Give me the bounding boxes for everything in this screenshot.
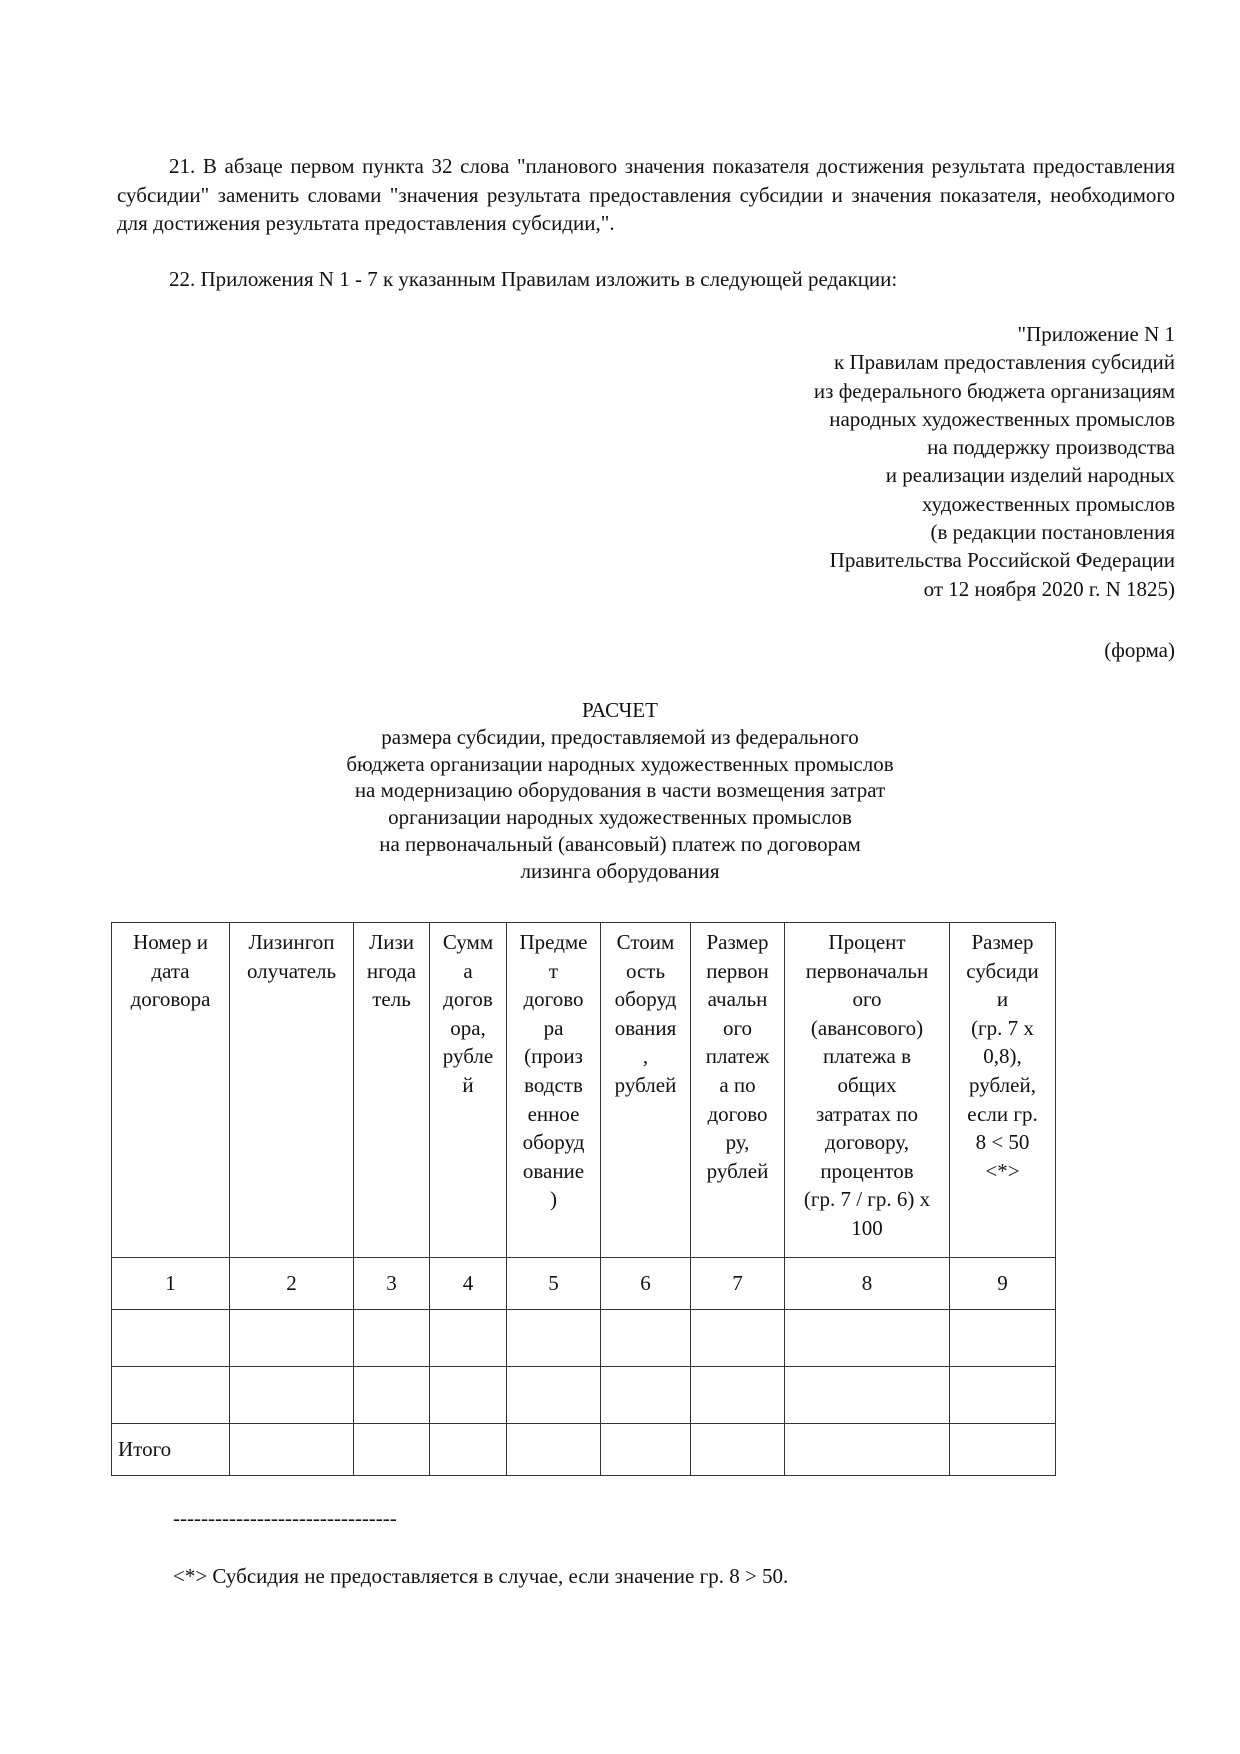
- appendix-line: "Приложение N 1: [1017, 322, 1175, 346]
- total-row: [112, 1424, 1056, 1476]
- appendix-line: на поддержку производства: [927, 435, 1175, 460]
- table-cell: [430, 1367, 507, 1424]
- table-cell: [230, 1424, 354, 1476]
- appendix-line: народных художественных промыслов: [829, 406, 1175, 431]
- paragraph-22: 22. Приложения N 1 - 7 к указанным Правилам изложить в следующей редакции:: [169, 267, 898, 291]
- table-cell: [430, 1310, 507, 1367]
- title-line: лизинга оборудования: [520, 858, 720, 883]
- column-number: 2: [230, 1258, 354, 1310]
- header-cell-9: Размер субсиди и (гр. 7 x 0,8), рублей, если гр. 8 < 50 <*>: [950, 923, 1056, 1258]
- header-row: [112, 923, 1056, 1258]
- table-cell: [950, 1424, 1056, 1476]
- header-cell-4: Сумм а догов ора, рубле й: [430, 923, 507, 1258]
- title-line: организации народных художественных промыслов: [388, 805, 852, 830]
- table-cell: [601, 1424, 691, 1476]
- title-line: размера субсидии, предоставляемой из федерального: [381, 724, 859, 749]
- appendix-line: от 12 ноября 2020 г. N 1825): [923, 576, 1175, 601]
- footnote-separator: --------------------------------: [173, 1506, 397, 1530]
- total-label: Итого: [112, 1424, 230, 1476]
- table-cell: [691, 1310, 785, 1367]
- appendix-line: к Правилам предоставления субсидий: [834, 350, 1175, 375]
- table-cell: [601, 1367, 691, 1424]
- table-cell: [354, 1310, 430, 1367]
- table-cell: [785, 1367, 950, 1424]
- table-cell: [785, 1310, 950, 1367]
- column-number: 1: [112, 1258, 230, 1310]
- form-label: (форма): [1104, 638, 1175, 662]
- appendix-line: (в редакции постановления: [930, 520, 1175, 545]
- table-cell: [430, 1424, 507, 1476]
- table-cell: [950, 1367, 1056, 1424]
- table-row: [112, 1367, 1056, 1424]
- appendix-header: [814, 320, 1175, 603]
- title-line: бюджета организации народных художественных промыслов: [346, 751, 894, 776]
- column-number: 5: [507, 1258, 601, 1310]
- table-row: [112, 1310, 1056, 1367]
- title-line: на модернизацию оборудования в части возмещения затрат: [354, 778, 886, 803]
- table-cell: [507, 1310, 601, 1367]
- title-line: на первоначальный (авансовый) платеж по договорам: [379, 831, 861, 856]
- table-cell: [354, 1367, 430, 1424]
- title-heading: РАСЧЕТ: [582, 698, 658, 722]
- column-number: 4: [430, 1258, 507, 1310]
- table-cell: [507, 1424, 601, 1476]
- header-cell-8: Процент первоначальн ого (авансового) платежа в общих затратах по договору, процентов (гр. 7 / гр. 6) x 100: [785, 923, 950, 1258]
- column-number: 3: [354, 1258, 430, 1310]
- column-number: 9: [950, 1258, 1056, 1310]
- header-cell-7: Размер первон ачальн ого платеж а по догово ру, рублей: [691, 923, 785, 1258]
- table-cell: [230, 1367, 354, 1424]
- paragraph-21: 21. В абзаце первом пункта 32 слова "планового значения показателя достижения результата предоставления субсидии" заменить словами "значения результата предоставления субсидии и значения показателя, необходимого для достижения результата предоставления субсидии,".: [117, 154, 1175, 235]
- column-number-row: [112, 1258, 1056, 1310]
- column-number: 6: [601, 1258, 691, 1310]
- footnote-text: <*> Субсидия не предоставляется в случае, если значение гр. 8 > 50.: [173, 1564, 789, 1588]
- header-cell-2: Лизингоп олучатель: [230, 923, 354, 1258]
- column-number: 7: [691, 1258, 785, 1310]
- document-title: [0, 697, 1240, 885]
- appendix-line: и реализации изделий народных: [885, 463, 1175, 488]
- table-cell: [785, 1424, 950, 1476]
- table-cell: [507, 1367, 601, 1424]
- table-cell: [950, 1310, 1056, 1367]
- table-cell: [691, 1367, 785, 1424]
- header-cell-1: Номер и дата договора: [112, 923, 230, 1258]
- appendix-line: Правительства Российской Федерации: [829, 548, 1175, 573]
- column-number: 8: [785, 1258, 950, 1310]
- header-cell-6: Стоим ость оборуд ования , рублей: [601, 923, 691, 1258]
- calculation-table: [111, 922, 1056, 1476]
- appendix-line: художественных промыслов: [921, 491, 1175, 516]
- table-cell: [601, 1310, 691, 1367]
- header-cell-3: Лизи нгода тель: [354, 923, 430, 1258]
- appendix-line: из федерального бюджета организациям: [813, 378, 1175, 403]
- table-cell: [691, 1424, 785, 1476]
- table-cell: [112, 1310, 230, 1367]
- table-cell: [230, 1310, 354, 1367]
- header-cell-5: Предме т догово ра (произ водств енное оборуд ование ): [507, 923, 601, 1258]
- table-cell: [354, 1424, 430, 1476]
- table-cell: [112, 1367, 230, 1424]
